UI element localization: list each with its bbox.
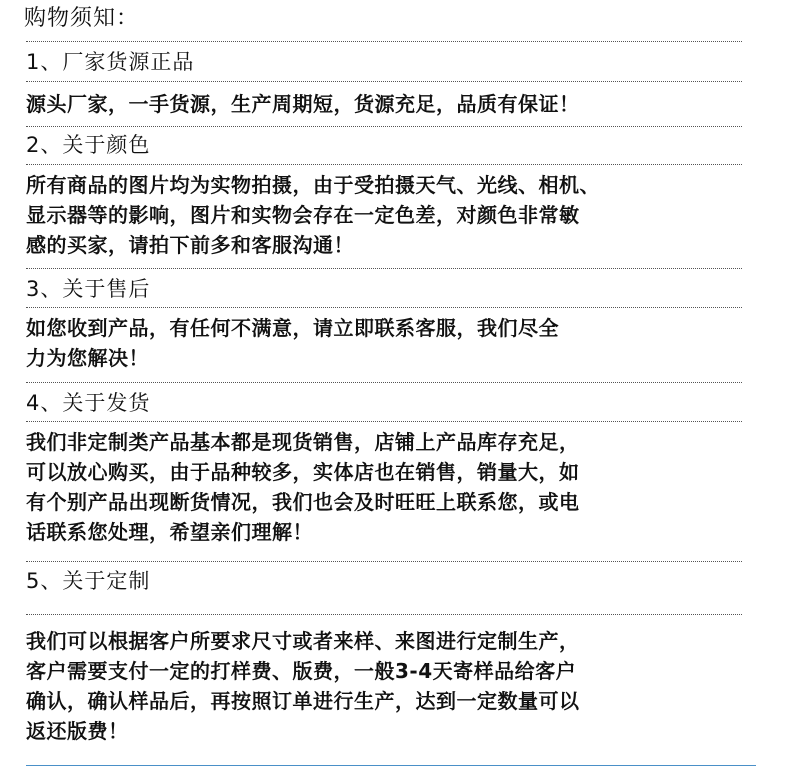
divider (26, 126, 742, 127)
section-2-line-3: 感的买家，请拍下前多和客服沟通！ (26, 233, 354, 257)
section-4-line-1: 我们非定制类产品基本都是现货销售，店铺上产品库存充足， (26, 430, 580, 454)
section-5-line-2: 客户需要支付一定的打样费、版费，一般3-4天寄样品给客户 (26, 659, 577, 683)
divider (26, 421, 742, 422)
section-3-body (26, 313, 756, 373)
section-4-heading: 4、关于发货 (26, 391, 151, 415)
section-5-body (26, 626, 756, 746)
divider (26, 268, 742, 269)
section-5-heading: 5、关于定制 (26, 569, 151, 593)
section-2-line-2: 显示器等的影响，图片和实物会存在一定色差，对颜色非常敏 (26, 203, 580, 227)
divider (26, 307, 742, 308)
page-title: 购物须知： (24, 6, 140, 31)
section-4-body (26, 427, 756, 547)
section-3-line-2: 力为您解决！ (26, 346, 149, 370)
section-4-line-4: 话联系您处理，希望亲们理解！ (26, 520, 313, 544)
divider (26, 614, 742, 615)
section-2-body (26, 170, 756, 260)
section-4-line-3: 有个别产品出现断货情况，我们也会及时旺旺上联系您，或电 (26, 490, 580, 514)
section-1-line-1: 源头厂家，一手货源，生产周期短，货源充足，品质有保证！ (26, 92, 580, 116)
section-2-heading: 2、关于颜色 (26, 133, 151, 157)
section-5-line-1: 我们可以根据客户所要求尺寸或者来样、来图进行定制生产， (26, 629, 580, 653)
divider (26, 164, 742, 165)
section-2-line-1: 所有商品的图片均为实物拍摄，由于受拍摄天气、光线、相机、 (26, 173, 600, 197)
section-4-line-2: 可以放心购买，由于品种较多，实体店也在销售，销量大，如 (26, 460, 580, 484)
divider (26, 81, 742, 82)
divider (26, 382, 742, 383)
section-3-heading: 3、关于售后 (26, 277, 151, 301)
section-1-body (26, 89, 756, 119)
bottom-border (26, 765, 756, 766)
section-5-line-4: 返还版费！ (26, 719, 129, 743)
divider (26, 561, 742, 562)
section-1-heading: 1、厂家货源正品 (26, 50, 195, 74)
divider (26, 41, 742, 42)
section-3-line-1: 如您收到产品，有任何不满意，请立即联系客服，我们尽全 (26, 316, 559, 340)
section-5-line-3: 确认，确认样品后，再按照订单进行生产，达到一定数量可以 (26, 689, 580, 713)
